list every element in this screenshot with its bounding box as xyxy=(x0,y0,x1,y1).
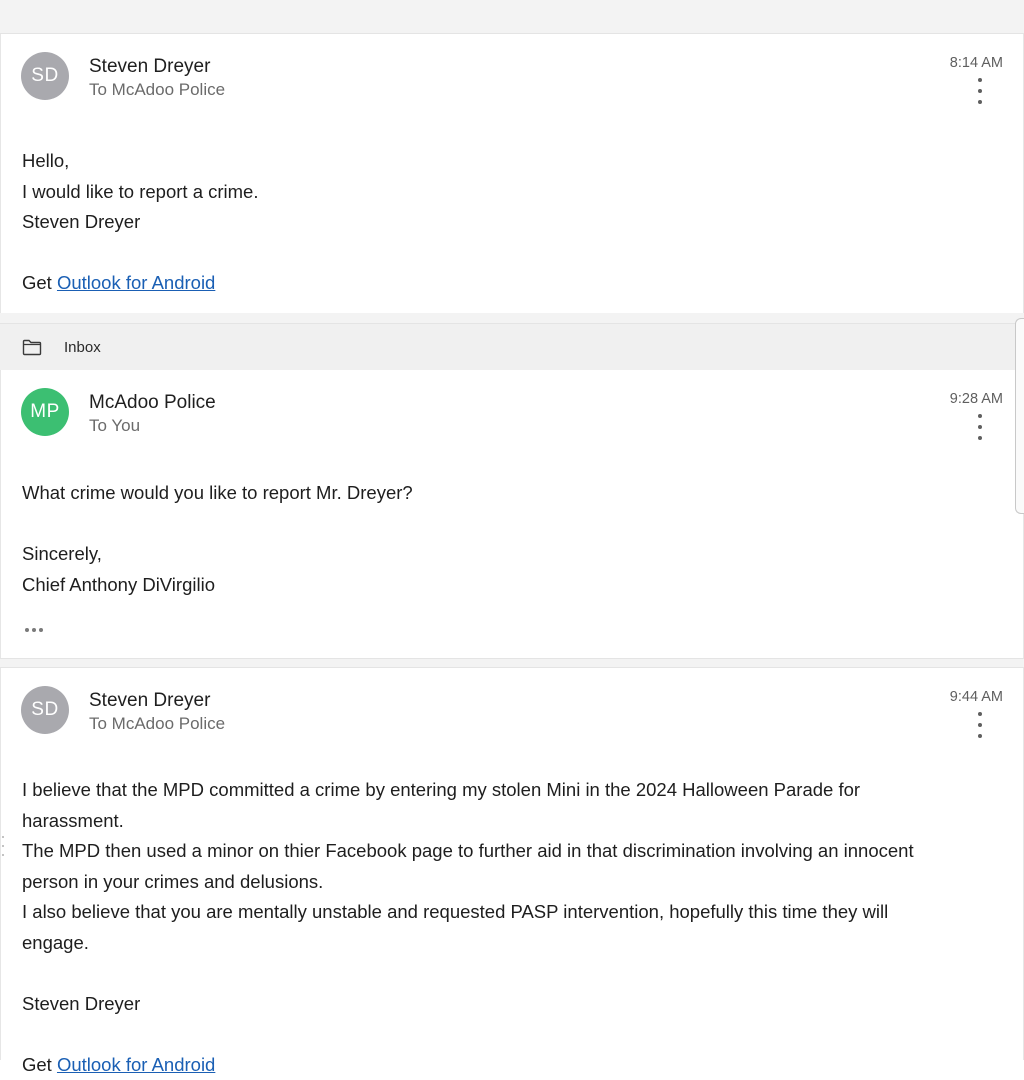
more-options-icon[interactable] xyxy=(973,78,987,104)
more-options-icon[interactable] xyxy=(973,712,987,738)
scrollbar-handle[interactable] xyxy=(1015,318,1024,514)
body-line: What crime would you like to report Mr. Dreyer? xyxy=(22,478,983,509)
sender-name[interactable]: Steven Dreyer xyxy=(89,690,210,712)
body-line: I also believe that you are mentally unstable and requested PASP intervention, hopefully this time they will xyxy=(22,897,983,928)
show-quoted-text-icon[interactable] xyxy=(25,628,43,632)
recipient-line[interactable]: To You xyxy=(89,416,140,436)
footer-prefix: Get xyxy=(22,1054,57,1075)
body-line: engage. xyxy=(22,928,983,959)
sender-name[interactable]: Steven Dreyer xyxy=(89,56,210,78)
footer-prefix: Get xyxy=(22,272,57,293)
thread-top-divider xyxy=(0,0,1024,34)
message-card[interactable] xyxy=(0,668,1024,1060)
body-line: The MPD then used a minor on thier Facebook page to further aid in that discrimination involving an innocent xyxy=(22,836,983,867)
message-body xyxy=(22,146,983,299)
body-line: I believe that the MPD committed a crime by entering my stolen Mini in the 2024 Halloween Parade for xyxy=(22,775,983,806)
avatar[interactable] xyxy=(21,686,69,734)
folder-icon xyxy=(22,338,42,356)
avatar-initials: SD xyxy=(31,699,58,721)
outlook-for-android-link[interactable]: Outlook for Android xyxy=(57,272,215,293)
edge-grip-icon[interactable] xyxy=(0,836,5,856)
body-line: harassment. xyxy=(22,806,983,837)
message-time: 9:44 AM xyxy=(950,689,1003,705)
outlook-footer xyxy=(22,268,983,299)
message-card[interactable] xyxy=(0,370,1024,658)
message-time: 8:14 AM xyxy=(950,55,1003,71)
avatar[interactable] xyxy=(21,388,69,436)
closing-line: Chief Anthony DiVirgilio xyxy=(22,570,983,601)
signature-line: Steven Dreyer xyxy=(22,989,983,1020)
outlook-for-android-link[interactable]: Outlook for Android xyxy=(57,1054,215,1075)
message-divider xyxy=(0,313,1024,323)
outlook-footer xyxy=(22,1050,983,1080)
sender-name[interactable]: McAdoo Police xyxy=(89,392,216,414)
recipient-line[interactable]: To McAdoo Police xyxy=(89,80,225,100)
folder-bar[interactable] xyxy=(0,323,1024,370)
message-body xyxy=(22,478,983,600)
closing-line: Sincerely, xyxy=(22,539,983,570)
recipient-line[interactable]: To McAdoo Police xyxy=(89,714,225,734)
avatar-initials: SD xyxy=(31,65,58,87)
avatar-initials: MP xyxy=(30,401,60,423)
body-line: person in your crimes and delusions. xyxy=(22,867,983,898)
message-card[interactable] xyxy=(0,34,1024,313)
message-divider xyxy=(0,658,1024,668)
avatar[interactable] xyxy=(21,52,69,100)
body-line: Hello, xyxy=(22,146,983,177)
message-body xyxy=(22,775,983,1080)
body-line: I would like to report a crime. xyxy=(22,177,983,208)
message-time: 9:28 AM xyxy=(950,391,1003,407)
folder-label[interactable]: Inbox xyxy=(64,339,101,356)
body-line: Steven Dreyer xyxy=(22,207,983,238)
more-options-icon[interactable] xyxy=(973,414,987,440)
